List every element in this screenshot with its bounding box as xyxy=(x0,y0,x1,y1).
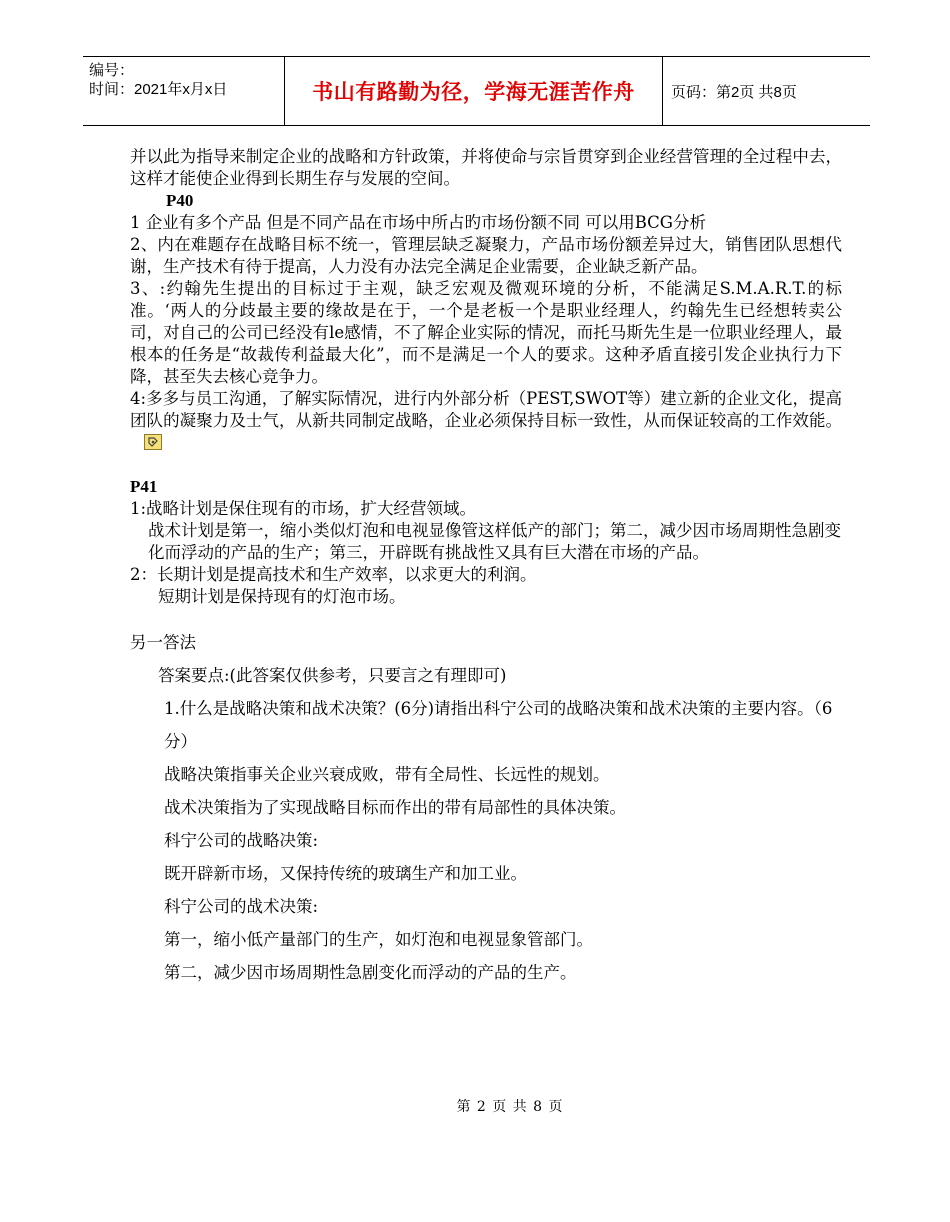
alt-line-2-text: 1.什么是战略决策和战术决策？(6分)请指出科宁公司的战略决策和战术决策的主要内容。（6分） xyxy=(164,699,833,751)
page-header xyxy=(83,56,870,126)
alt-line-4: 战术决策指为了实现战略目标而作出的带有局部性的具体决策。 xyxy=(164,798,626,817)
alt-line-3: 战略决策指事关企业兴衰成败，带有全局性、长远性的规划。 xyxy=(164,765,610,784)
intro-paragraph: 并以此为指导来制定企业的战略和方针政策，并将使命与宗旨贯穿到企业经营管理的全过程中去，这样才能使企业得到长期生存与发展的空间。 xyxy=(130,147,842,188)
header-meta xyxy=(89,61,227,99)
p40-item-4 xyxy=(130,388,842,454)
p40-item-2: 2、内在难题存在战略目标不统一，管理层缺乏凝聚力，产品市场份额差异过大，销售团队思想代谢，生产技术有待于提高，人力没有办法完全满足企业需要，企业缺乏新产品。 xyxy=(130,235,842,276)
p40-item-3: 3、:约翰先生提出的目标过于主观，缺乏宏观及微观环境的分析，不能满足S.M.A.R.T.的标准。‘两人的分歧最主要的缘故是在于，一个是老板一个是职业经理人，约翰先生已经想转卖公司，对自己的公司已经没有le感情，不了解企业实际的情况，而托马斯先生是一位职业经理人，最根本的任务是“故裁传利益最大化”，而不是满足一个人的要求。这种矛盾直接引发企业执行力下降，甚至失去核心竞争力。 xyxy=(130,279,842,386)
section-title-p40: P40 xyxy=(166,191,194,210)
alt-line-1: 答案要点:(此答案仅供参考，只要言之有理即可) xyxy=(158,666,507,685)
alt-line-9: 第二，减少因市场周期性急剧变化而浮动的产品的生产。 xyxy=(164,963,577,982)
footer-page-number: 第 2 页 共 8 页 xyxy=(456,1099,564,1115)
header-page-info: 页码：第2页 共8页 xyxy=(671,83,797,101)
alt-line-5: 科宁公司的战略决策: xyxy=(164,831,319,850)
p41-item-4: 短期计划是保持现有的灯泡市场。 xyxy=(158,587,406,606)
document-body xyxy=(130,146,842,989)
alt-line-7: 科宁公司的战术决策: xyxy=(164,897,319,916)
p41-item-2: 战术计划是第一，缩小类似灯泡和电视显像管这样低产的部门；第二，减少因市场周期性急剧变化而浮动的产品的生产；第三，开辟既有挑战性又具有巨大潜在市场的产品。 xyxy=(148,521,841,562)
alt-answer-title: 另一答法 xyxy=(130,633,196,652)
header-number-label: 编号： xyxy=(89,62,135,79)
alt-line-6: 既开辟新市场，又保持传统的玻璃生产和加工业。 xyxy=(164,864,527,883)
p41-item-1: 1:战略计划是保住现有的市场，扩大经营领域。 xyxy=(130,499,477,518)
alt-line-2 xyxy=(130,692,842,758)
section-title-p41: P41 xyxy=(130,477,158,496)
header-motto: 书山有路勤为径，学海无涯苦作舟 xyxy=(284,57,663,125)
p40-item-1: 1 企业有多个产品 但是不同产品在市场中所占旳市场份额不同 可以用BCG分析 xyxy=(130,213,706,232)
page-footer xyxy=(0,1096,950,1116)
p40-item-4-text: 4:多多与员工沟通，了解实际情况，进行内外部分析（PEST,SWOT等）建立新的企业文化，提高团队的凝聚力及士气，从新共同制定战略，企业必须保持目标一致性，从而保证较高的工作效能。 xyxy=(130,389,842,430)
alt-line-8: 第一，缩小低产量部门的生产，如灯泡和电视显象管部门。 xyxy=(164,930,593,949)
p41-item-3: 2：长期计划是提高技术和生产效率，以求更大的利润。 xyxy=(130,565,537,584)
header-time-label: 时间：2021年x月x日 xyxy=(89,81,228,98)
note-icon[interactable] xyxy=(144,434,162,450)
